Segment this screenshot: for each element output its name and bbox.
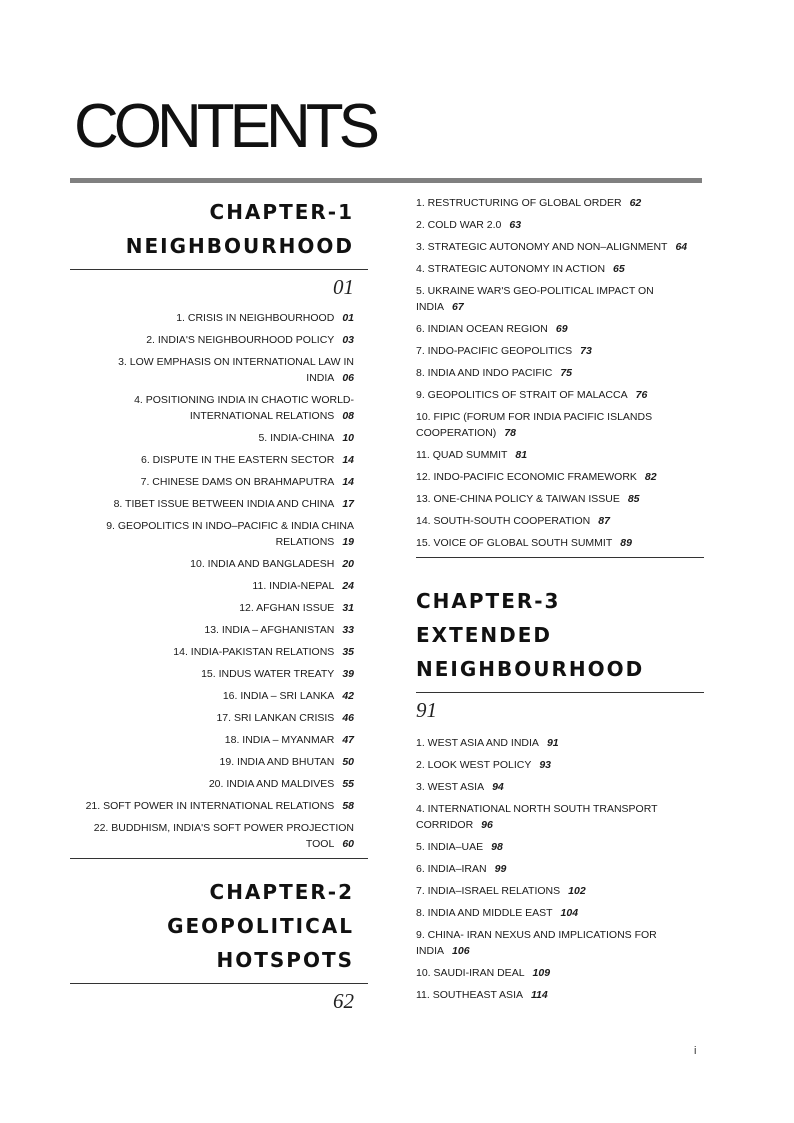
toc-entry-page: 67 xyxy=(452,301,464,313)
toc-entry[interactable] xyxy=(416,779,704,795)
toc-entry-page: 96 xyxy=(481,819,493,831)
toc-entry[interactable] xyxy=(70,688,368,704)
toc-entry-text: 10. FIPIC (FORUM FOR INDIA PACIFIC ISLANDS COOPERATION) xyxy=(416,411,653,439)
toc-entry-page: 81 xyxy=(515,449,528,461)
toc-entry-text: 18. INDIA – MYANMAR xyxy=(224,734,335,746)
toc-entry-page: 60 xyxy=(342,838,354,850)
toc-entry[interactable] xyxy=(416,735,704,751)
toc-entry-text: 4. STRATEGIC AUTONOMY IN ACTION xyxy=(416,263,606,275)
toc-entry-text: 9. GEOPOLITICS IN INDO–PACIFIC & INDIA CHINA RELATIONS xyxy=(106,520,354,548)
toc-entry[interactable] xyxy=(70,666,368,682)
toc-entry[interactable] xyxy=(416,343,704,359)
toc-entry[interactable] xyxy=(416,409,704,441)
chapter-3-page: 91 xyxy=(416,698,437,722)
left-column xyxy=(70,195,368,1016)
toc-entry-text: 22. BUDDHISM, INDIA'S SOFT POWER PROJECTION TOOL xyxy=(93,822,354,850)
toc-entry-text: 6. INDIAN OCEAN REGION xyxy=(416,323,548,335)
chapter-2-entries xyxy=(416,195,704,551)
toc-entry-page: 64 xyxy=(675,241,688,253)
toc-entry-page: 42 xyxy=(342,690,354,702)
toc-entry-text: 7. CHINESE DAMS ON BRAHMAPUTRA xyxy=(140,476,335,488)
toc-entry-page: 73 xyxy=(580,345,592,357)
toc-entry[interactable] xyxy=(70,496,368,512)
toc-entry-page: 99 xyxy=(494,863,507,875)
toc-entry[interactable] xyxy=(70,332,368,348)
toc-entry[interactable] xyxy=(416,283,704,315)
toc-entry-text: 5. INDIA–UAE xyxy=(416,841,484,853)
toc-entry[interactable] xyxy=(416,905,704,921)
chapter-3-name-line2: NEIGHBOURHOOD xyxy=(416,657,645,681)
toc-entry[interactable] xyxy=(70,452,368,468)
toc-entry-page: 14 xyxy=(342,476,354,488)
toc-entry-page: 33 xyxy=(342,624,354,636)
page-number: i xyxy=(694,1045,697,1057)
toc-entry[interactable] xyxy=(70,732,368,748)
page-title: CONTENTS xyxy=(74,92,375,161)
toc-entry-page: 55 xyxy=(342,778,354,790)
toc-entry-page: 03 xyxy=(342,334,354,346)
toc-entry-page: 19 xyxy=(342,536,354,548)
toc-entry-page: 93 xyxy=(539,759,552,771)
toc-entry[interactable] xyxy=(70,556,368,572)
toc-entry-text: 12. AFGHAN ISSUE xyxy=(239,602,335,614)
chapter-2-name-line1: GEOPOLITICAL xyxy=(167,914,354,938)
toc-entry-text: 3. STRATEGIC AUTONOMY AND NON–ALIGNMENT xyxy=(416,241,668,253)
toc-entry-text: 2. LOOK WEST POLICY xyxy=(416,759,532,771)
toc-entry[interactable] xyxy=(416,261,704,277)
toc-entry-page: 31 xyxy=(342,602,354,614)
toc-entry-page: 39 xyxy=(342,668,354,680)
toc-entry-page: 10 xyxy=(342,432,354,444)
toc-entry-page: 06 xyxy=(342,372,354,384)
chapter-1-page: 01 xyxy=(333,275,354,299)
toc-entry-text: 6. DISPUTE IN THE EASTERN SECTOR xyxy=(140,454,335,466)
toc-entry[interactable] xyxy=(416,801,704,833)
toc-entry[interactable] xyxy=(416,387,704,403)
toc-entry[interactable] xyxy=(416,239,704,255)
toc-entry-text: 11. INDIA-NEPAL xyxy=(252,580,335,592)
toc-entry[interactable] xyxy=(70,474,368,490)
toc-entry[interactable] xyxy=(70,644,368,660)
toc-entry[interactable] xyxy=(416,839,704,855)
toc-entry-page: 14 xyxy=(342,454,354,466)
toc-entry[interactable] xyxy=(416,883,704,899)
chapter-3-heading xyxy=(416,584,704,686)
toc-entry-text: 1. WEST ASIA AND INDIA xyxy=(416,737,539,749)
toc-entry-text: 8. INDIA AND INDO PACIFIC xyxy=(416,367,553,379)
toc-entry-page: 24 xyxy=(342,580,354,592)
toc-entry-page: 47 xyxy=(342,734,354,746)
chapter-2-name-line2: HOTSPOTS xyxy=(216,948,354,972)
title-divider xyxy=(70,178,702,183)
toc-entry[interactable] xyxy=(416,535,704,551)
toc-entry-text: 2. COLD WAR 2.0 xyxy=(416,219,502,231)
chapter-1-end-divider xyxy=(70,858,368,859)
toc-entry-page: 109 xyxy=(532,967,551,979)
toc-entry[interactable] xyxy=(416,365,704,381)
chapter-3-entries xyxy=(416,735,704,1003)
toc-entry-page: 102 xyxy=(568,885,586,897)
toc-entry-page: 89 xyxy=(620,537,632,549)
toc-entry[interactable] xyxy=(70,754,368,770)
toc-entry-page: 17 xyxy=(342,498,354,510)
toc-entry-text: 9. GEOPOLITICS OF STRAIT OF MALACCA xyxy=(416,389,628,401)
toc-entry-text: 3. WEST ASIA xyxy=(416,781,485,793)
toc-entry-text: 17. SRI LANKAN CRISIS xyxy=(216,712,335,724)
toc-entry[interactable] xyxy=(70,354,368,386)
toc-entry-text: 2. INDIA'S NEIGHBOURHOOD POLICY xyxy=(146,334,335,346)
toc-entry-text: 12. INDO-PACIFIC ECONOMIC FRAMEWORK xyxy=(416,471,637,483)
toc-entry[interactable] xyxy=(70,710,368,726)
toc-entry[interactable] xyxy=(70,776,368,792)
toc-entry-text: 7. INDO-PACIFIC GEOPOLITICS xyxy=(416,345,573,357)
toc-entry[interactable] xyxy=(416,491,704,507)
toc-entry[interactable] xyxy=(70,798,368,814)
toc-entry-text: 5. INDIA-CHINA xyxy=(258,432,335,444)
chapter-2-page: 62 xyxy=(333,989,354,1013)
toc-entry-page: 58 xyxy=(342,800,354,812)
toc-entry-text: 20. INDIA AND MALDIVES xyxy=(208,778,335,790)
toc-entry-text: 11. SOUTHEAST ASIA xyxy=(416,989,523,1001)
toc-entry[interactable] xyxy=(70,600,368,616)
toc-entry-text: 14. SOUTH-SOUTH COOPERATION xyxy=(416,515,591,527)
toc-entry[interactable] xyxy=(416,195,704,211)
toc-entry-page: 91 xyxy=(546,737,559,749)
toc-entry-page: 104 xyxy=(560,907,579,919)
toc-entry[interactable] xyxy=(416,965,704,981)
chapter-1-entries xyxy=(70,310,368,852)
toc-entry-text: 14. INDIA-PAKISTAN RELATIONS xyxy=(173,646,335,658)
toc-entry-text: 1. RESTRUCTURING OF GLOBAL ORDER xyxy=(416,197,622,209)
toc-entry-text: 10. SAUDI-IRAN DEAL xyxy=(416,967,525,979)
toc-entry-page: 08 xyxy=(342,410,354,422)
toc-entry-page: 87 xyxy=(598,515,610,527)
toc-entry-page: 106 xyxy=(452,945,470,957)
toc-entry-page: 65 xyxy=(613,263,625,275)
toc-entry-text: 4. INTERNATIONAL NORTH SOUTH TRANSPORT CORRIDOR xyxy=(416,803,658,831)
toc-entry-page: 85 xyxy=(627,493,640,505)
toc-entry[interactable] xyxy=(416,321,704,337)
toc-entry[interactable] xyxy=(416,447,704,463)
toc-entry[interactable] xyxy=(70,392,368,424)
toc-entry[interactable] xyxy=(70,820,368,852)
toc-entry-text: 1. CRISIS IN NEIGHBOURHOOD xyxy=(176,312,335,324)
chapter-2-heading xyxy=(70,875,368,977)
chapter-2-end-divider xyxy=(416,557,704,558)
toc-entry-text: 4. POSITIONING INDIA IN CHAOTIC WORLD- INTERNATIONAL RELATIONS xyxy=(134,394,354,422)
toc-entry[interactable] xyxy=(416,927,704,959)
toc-entry-text: 7. INDIA–ISRAEL RELATIONS xyxy=(416,885,561,897)
toc-entry-page: 62 xyxy=(629,197,642,209)
toc-entry-text: 3. LOW EMPHASIS ON INTERNATIONAL LAW IN INDIA xyxy=(118,356,354,384)
toc-entry-page: 82 xyxy=(644,471,657,483)
toc-entry-page: 63 xyxy=(509,219,522,231)
toc-entry[interactable] xyxy=(416,987,704,1003)
toc-entry-page: 01 xyxy=(342,312,354,324)
chapter-1-label: CHAPTER-1 xyxy=(209,200,354,224)
chapter-1-heading xyxy=(70,195,368,263)
toc-entry-page: 78 xyxy=(504,427,516,439)
toc-entry-page: 35 xyxy=(342,646,354,658)
toc-entry[interactable] xyxy=(70,518,368,550)
toc-entry-page: 98 xyxy=(491,841,503,853)
toc-entry[interactable] xyxy=(70,310,368,326)
chapter-3-divider xyxy=(416,692,704,693)
toc-entry[interactable] xyxy=(416,757,704,773)
toc-entry-page: 75 xyxy=(560,367,573,379)
toc-entry[interactable] xyxy=(416,217,704,233)
toc-entry-text: 15. INDUS WATER TREATY xyxy=(201,668,335,680)
toc-entry-text: 5. UKRAINE WAR'S GEO-POLITICAL IMPACT ON INDIA xyxy=(416,285,654,313)
toc-entry[interactable] xyxy=(416,861,704,877)
toc-entry-text: 19. INDIA AND BHUTAN xyxy=(219,756,335,768)
toc-entry[interactable] xyxy=(70,578,368,594)
toc-entry-text: 16. INDIA – SRI LANKA xyxy=(222,690,335,702)
toc-entry-text: 13. INDIA – AFGHANISTAN xyxy=(204,624,335,636)
toc-entry-text: 10. INDIA AND BANGLADESH xyxy=(190,558,335,570)
toc-entry-text: 21. SOFT POWER IN INTERNATIONAL RELATIONS xyxy=(85,800,335,812)
toc-entry-text: 8. INDIA AND MIDDLE EAST xyxy=(416,907,553,919)
toc-entry-text: 9. CHINA- IRAN NEXUS AND IMPLICATIONS FOR INDIA xyxy=(416,929,657,957)
toc-entry-text: 15. VOICE OF GLOBAL SOUTH SUMMIT xyxy=(416,537,613,549)
toc-entry-text: 8. TIBET ISSUE BETWEEN INDIA AND CHINA xyxy=(113,498,335,510)
chapter-1-divider xyxy=(70,269,368,270)
chapter-3-name-line1: EXTENDED xyxy=(416,623,552,647)
chapter-1-name: NEIGHBOURHOOD xyxy=(125,234,354,258)
toc-entry-text: 11. QUAD SUMMIT xyxy=(416,449,508,461)
toc-entry-page: 46 xyxy=(342,712,354,724)
toc-entry-page: 50 xyxy=(342,756,354,768)
chapter-2-divider xyxy=(70,983,368,984)
toc-entry-page: 94 xyxy=(492,781,504,793)
toc-entry-text: 6. INDIA–IRAN xyxy=(416,863,487,875)
toc-entry[interactable] xyxy=(70,622,368,638)
toc-entry-page: 20 xyxy=(342,558,354,570)
right-column xyxy=(416,195,704,1009)
toc-entry-page: 69 xyxy=(555,323,568,335)
toc-entry[interactable] xyxy=(416,469,704,485)
toc-entry[interactable] xyxy=(416,513,704,529)
chapter-2-label: CHAPTER-2 xyxy=(209,880,354,904)
chapter-3-label: CHAPTER-3 xyxy=(416,589,561,613)
toc-entry-page: 76 xyxy=(635,389,648,401)
toc-entry-text: 13. ONE-CHINA POLICY & TAIWAN ISSUE xyxy=(416,493,620,505)
toc-entry-page: 114 xyxy=(530,989,548,1001)
toc-entry[interactable] xyxy=(70,430,368,446)
